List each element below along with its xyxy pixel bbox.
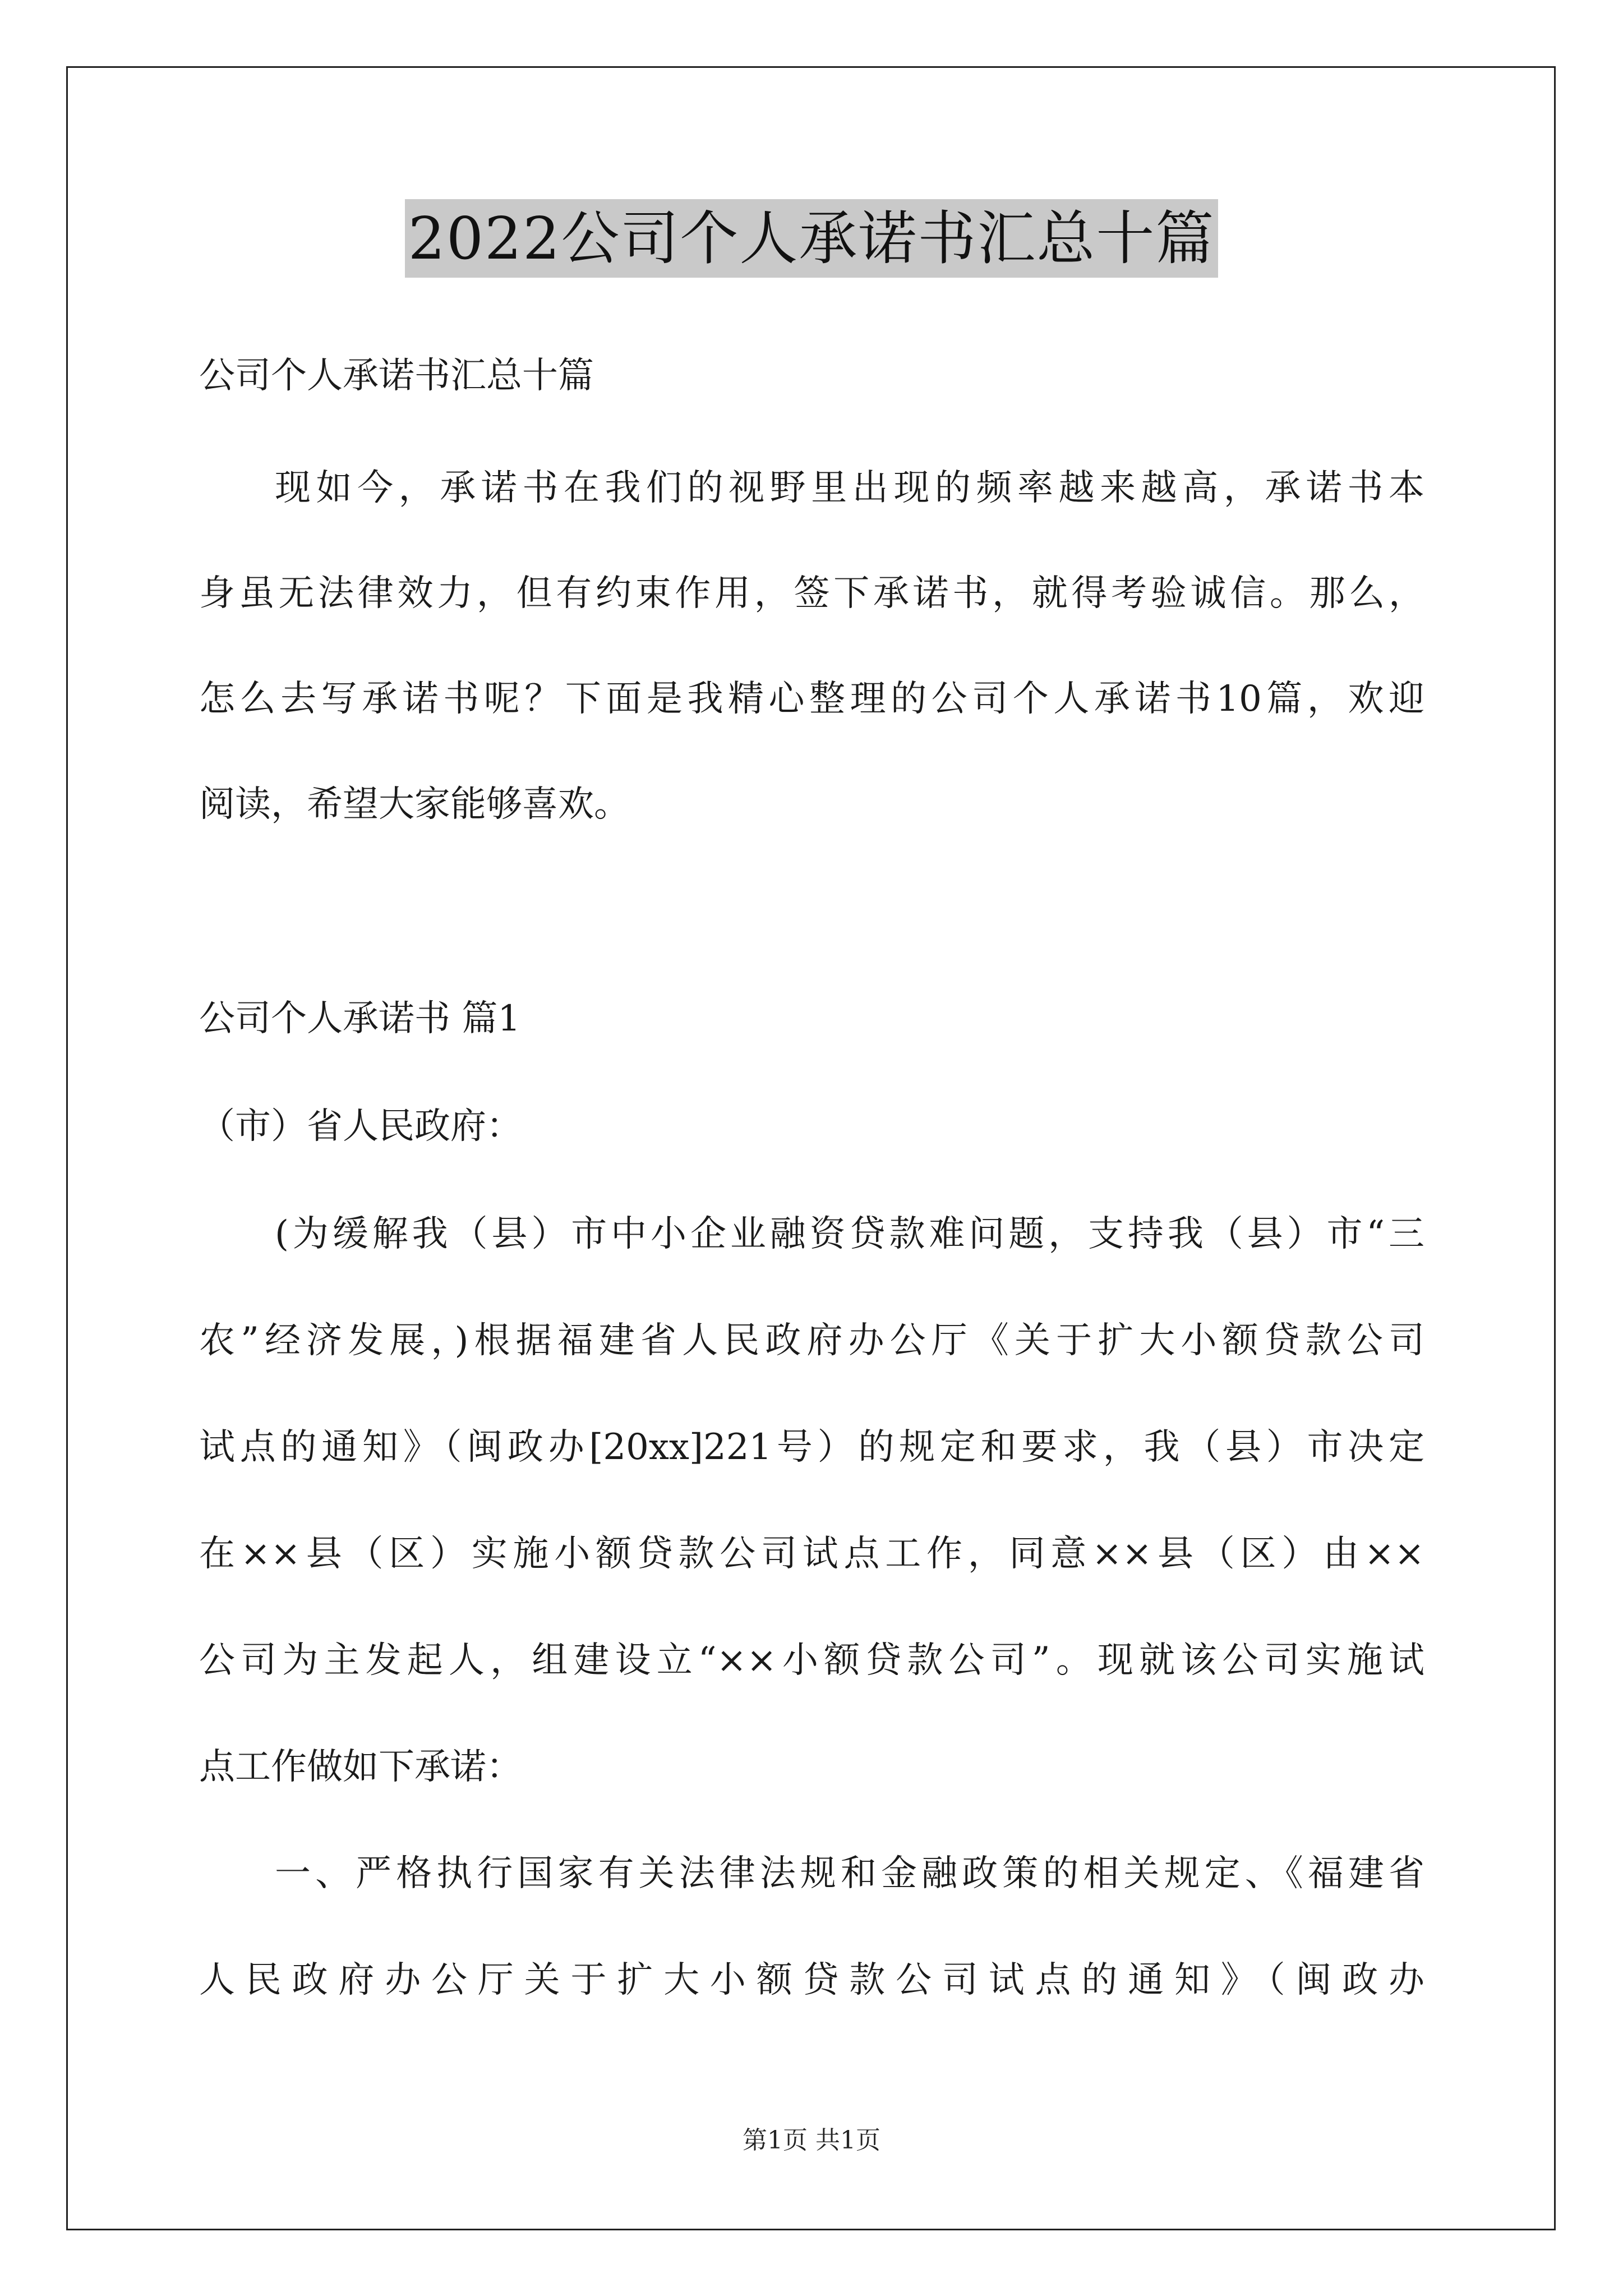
addressee: （市）省人民政府： [199, 1106, 522, 1147]
document-title: 2022公司个人承诺书汇总十篇 [405, 199, 1219, 278]
item-line-2: 人民政府办公厅关于扩大小额贷款公司试点的通知》（闽政办 [199, 1959, 1424, 2001]
body-line-4: 在××县（区）实施小额贷款公司试点工作，同意××县（区）由×× [199, 1533, 1424, 1575]
title-wrapper [0, 199, 1623, 278]
body-line-1: (为缓解我（县）市中小企业融资贷款难问题，支持我（县）市“三 [275, 1213, 1424, 1255]
intro-line-1: 现如今，承诺书在我们的视野里出现的频率越来越高，承诺书本 [275, 467, 1424, 509]
body-line-3: 试点的通知》（闽政办[20xx]221号）的规定和要求，我（县）市决定 [199, 1427, 1424, 1468]
intro-line-2: 身虽无法律效力，但有约束作用，签下承诺书，就得考验诚信。那么， [199, 573, 1424, 614]
body-line-2: 农”经济发展，)根据福建省人民政府办公厅《关于扩大小额贷款公司 [199, 1320, 1424, 1361]
intro-line-3: 怎么去写承诺书呢？下面是我精心整理的公司个人承诺书10篇，欢迎 [199, 678, 1424, 720]
document-subtitle: 公司个人承诺书汇总十篇 [199, 355, 594, 397]
section-heading: 公司个人承诺书 篇1 [199, 998, 521, 1039]
item-line-1: 一、严格执行国家有关法律法规和金融政策的相关规定、《福建省 [275, 1853, 1424, 1894]
body-line-6: 点工作做如下承诺： [199, 1746, 522, 1788]
page-footer: 第1页 共1页 [743, 2126, 880, 2155]
intro-line-4: 阅读，希望大家能够喜欢。 [199, 784, 630, 825]
body-line-5: 公司为主发起人，组建设立“××小额贷款公司”。现就该公司实施试 [199, 1640, 1424, 1681]
